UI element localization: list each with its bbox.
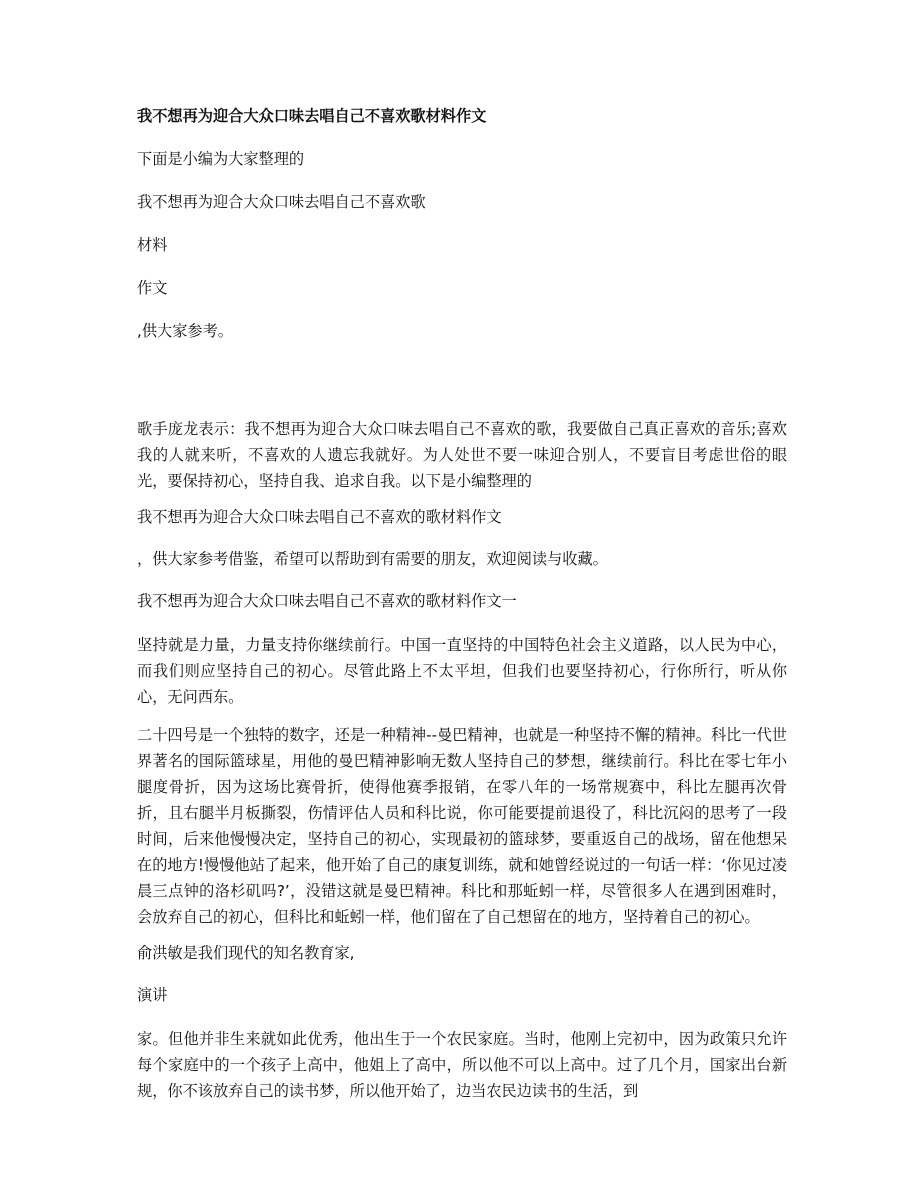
section-heading: 我不想再为迎合大众口味去唱自己不喜欢的歌材料作文一 xyxy=(137,592,517,610)
section-heading: 我不想再为迎合大众口味去唱自己不喜欢的歌材料作文 xyxy=(137,508,502,526)
paragraph-kobe: 二十四号是一个独特的数字，还是一种精神--曼巴精神，也就是一种坚持不懈的精神。科比一代世界著名的国际篮球星，用他的曼巴精神影响无数人坚持自己的梦想，继续前行。科比在零七年小腿度骨折，因为这场比赛骨折，使得他赛季报销，在零八年的一场常规赛中，科比左腿再次骨折，且右腿半月板撕裂，伤情评估人员和科比说，你可能要提前退役了，科比沉闷的思考了一段时间，后来他慢慢决定，坚持自己的初心，实现最初的篮球梦，要重返自己的战场，留在他想呆在的地方!慢慢他站了起来，他开始了自己的康复训练，就和她曾经说过的一句话一样：‘你见过凌晨三点钟的洛杉矶吗?’，没错这就是曼巴精神。科比和那蚯蚓一样，尽管很多人在遇到困难时，会放弃自己的初心，但科比和蚯蚓一样，他们留在了自己想留在的地方，坚持着自己的初心。 xyxy=(137,726,787,926)
intro-line: 材料 xyxy=(137,236,168,254)
paragraph-story: 家。但他并非生来就如此优秀，他出生于一个农民家庭。当时，他刚上完初中，因为政策只允许每个家庭中的一个孩子上高中，他姐上了高中，所以他不可以上高中。过了几个月，国家出台新规，你不该放弃自己的读书梦，所以他开始了，边当农民边读书的生活，到 xyxy=(137,1030,787,1100)
intro-line: ,供大家参考。 xyxy=(137,322,233,340)
paragraph-reference: ，供大家参考借鉴，希望可以帮助到有需要的朋友，欢迎阅读与收藏。 xyxy=(137,550,608,568)
paragraph-persistence: 坚持就是力量，力量支持你继续前行。中国一直坚持的中国特色社会主义道路，以人民为中心，而我们则应坚持自己的初心。尽管此路上不太平坦，但我们也要坚持初心，行你所行，听从你心，无问西东。 xyxy=(137,636,787,706)
intro-line: 我不想再为迎合大众口味去唱自己不喜欢歌 xyxy=(137,193,426,211)
intro-line: 作文 xyxy=(137,279,168,297)
intro-line: 下面是小编为大家整理的 xyxy=(137,150,305,168)
document-title: 我不想再为迎合大众口味去唱自己不喜欢歌材料作文 xyxy=(137,107,487,125)
document-body xyxy=(137,105,787,1104)
paragraph-intro: 歌手庞龙表示：我不想再为迎合大众口味去唱自己不喜欢的歌，我要做自己真正喜欢的音乐;喜欢我的人就来听，不喜欢的人遗忘我就好。为人处世不要一味迎合别人，不要盲目考虑世俗的眼光，要保持初心，坚持自我、追求自我。以下是小编整理的 xyxy=(137,420,787,490)
paragraph-educator: 俞洪敏是我们现代的知名教育家, xyxy=(137,944,355,962)
paragraph-speech: 演讲 xyxy=(137,986,168,1004)
